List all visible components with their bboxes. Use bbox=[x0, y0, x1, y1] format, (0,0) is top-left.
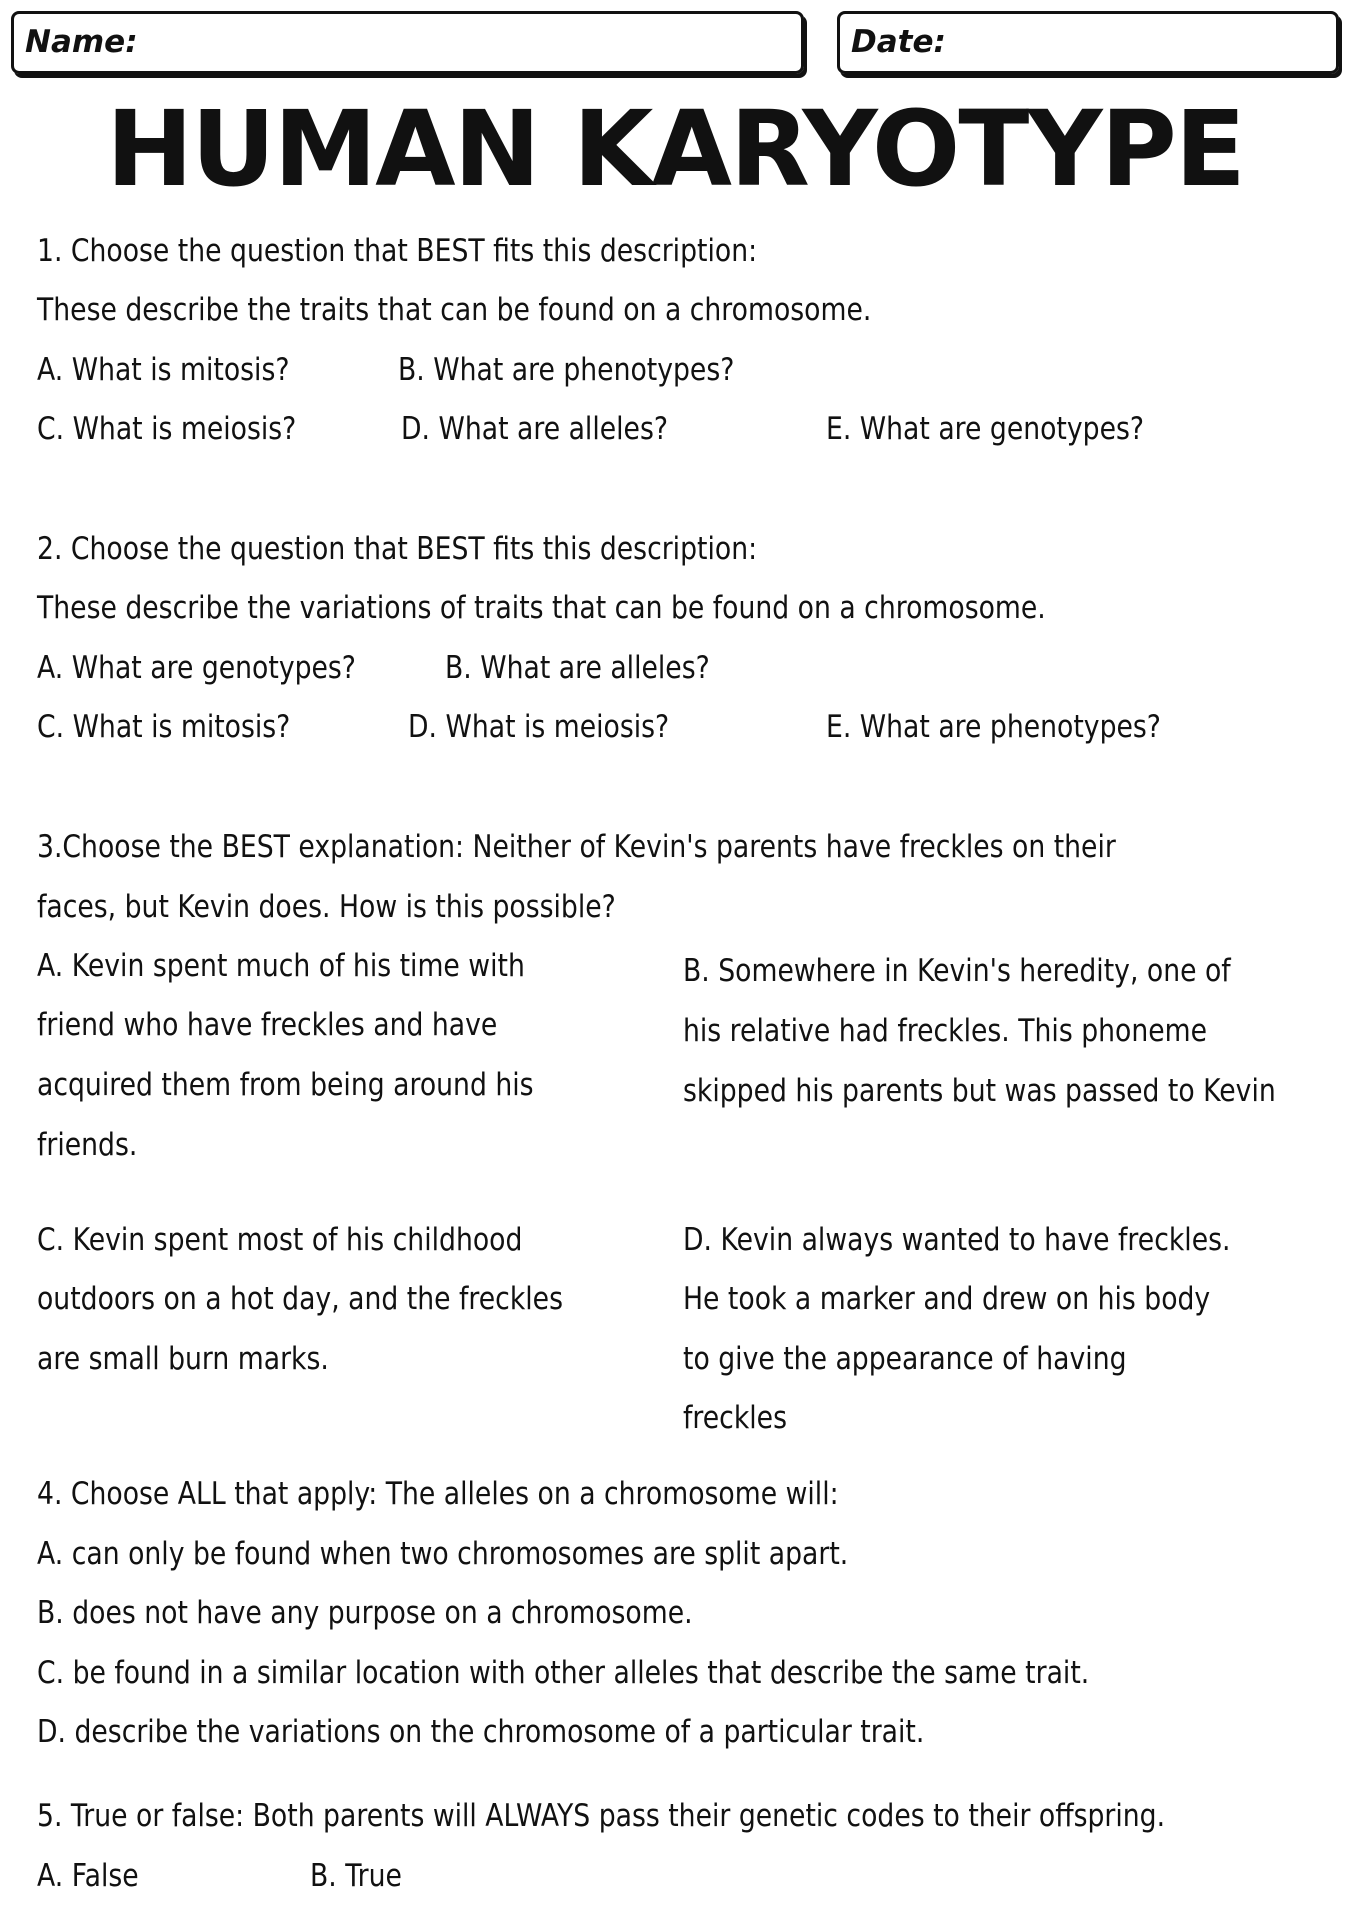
question-2-option-b[interactable]: B. What are alleles? bbox=[445, 650, 710, 686]
date-field[interactable] bbox=[837, 11, 1339, 74]
date-label: Date: bbox=[851, 24, 946, 60]
question-2-option-c[interactable]: C. What is mitosis? bbox=[37, 709, 291, 745]
question-2-option-e[interactable]: E. What are phenotypes? bbox=[826, 709, 1161, 745]
question-5-option-b[interactable]: B. True bbox=[310, 1858, 402, 1894]
question-4-option-b[interactable]: B. does not have any purpose on a chromosome. bbox=[37, 1595, 693, 1631]
option-d-line: to give the appearance of having bbox=[683, 1341, 1127, 1377]
option-c-line: are small burn marks. bbox=[37, 1341, 329, 1377]
question-5-prompt: 5. True or false: Both parents will ALWAYS pass their genetic codes to their offspring. bbox=[37, 1798, 1166, 1834]
option-d-line: D. Kevin always wanted to have freckles. bbox=[683, 1222, 1231, 1258]
question-5-option-a[interactable]: A. False bbox=[37, 1858, 139, 1894]
option-b-line: B. Somewhere in Kevin's heredity, one of bbox=[683, 953, 1231, 989]
option-d-line: freckles bbox=[683, 1400, 787, 1436]
worksheet-title: HUMAN KARYOTYPE bbox=[106, 88, 1244, 210]
option-c-line: C. Kevin spent most of his childhood bbox=[37, 1222, 523, 1258]
question-1-option-a[interactable]: A. What is mitosis? bbox=[37, 352, 290, 388]
question-4-prompt: 4. Choose ALL that apply: The alleles on a chromosome will: bbox=[37, 1476, 839, 1512]
question-3-prompt-line-2: faces, but Kevin does. How is this possible? bbox=[37, 889, 616, 925]
question-2-prompt-line-1: 2. Choose the question that BEST fits this description: bbox=[37, 531, 758, 567]
question-3-prompt-line-1: 3.Choose the BEST explanation: Neither of Kevin's parents have freckles on their bbox=[37, 829, 1116, 865]
question-1-option-e[interactable]: E. What are genotypes? bbox=[826, 411, 1145, 447]
question-4-option-a[interactable]: A. can only be found when two chromosomes are split apart. bbox=[37, 1536, 849, 1572]
question-4-option-d[interactable]: D. describe the variations on the chromosome of a particular trait. bbox=[37, 1714, 925, 1750]
question-1-option-c[interactable]: C. What is meiosis? bbox=[37, 411, 297, 447]
option-a-line: A. Kevin spent much of his time with bbox=[37, 948, 525, 984]
name-field[interactable] bbox=[11, 11, 804, 74]
option-a-line: friend who have freckles and have bbox=[37, 1007, 498, 1043]
option-b-line: skipped his parents but was passed to Kevin bbox=[683, 1073, 1276, 1109]
question-1-option-d[interactable]: D. What are alleles? bbox=[401, 411, 669, 447]
question-1-option-b[interactable]: B. What are phenotypes? bbox=[398, 352, 735, 388]
question-4-option-c[interactable]: C. be found in a similar location with other alleles that describe the same trait. bbox=[37, 1655, 1090, 1691]
name-label: Name: bbox=[25, 24, 138, 60]
question-1-prompt-line-1: 1. Choose the question that BEST fits this description: bbox=[37, 233, 758, 269]
option-a-line: friends. bbox=[37, 1127, 138, 1163]
option-c-line: outdoors on a hot day, and the freckles bbox=[37, 1281, 563, 1317]
question-2-option-d[interactable]: D. What is meiosis? bbox=[408, 709, 670, 745]
question-2-option-a[interactable]: A. What are genotypes? bbox=[37, 650, 356, 686]
question-1-prompt-line-2: These describe the traits that can be found on a chromosome. bbox=[37, 292, 872, 328]
option-d-line: He took a marker and drew on his body bbox=[683, 1281, 1211, 1317]
question-2-prompt-line-2: These describe the variations of traits that can be found on a chromosome. bbox=[37, 590, 1046, 626]
option-a-line: acquired them from being around his bbox=[37, 1067, 534, 1103]
option-b-line: his relative had freckles. This phoneme bbox=[683, 1013, 1208, 1049]
